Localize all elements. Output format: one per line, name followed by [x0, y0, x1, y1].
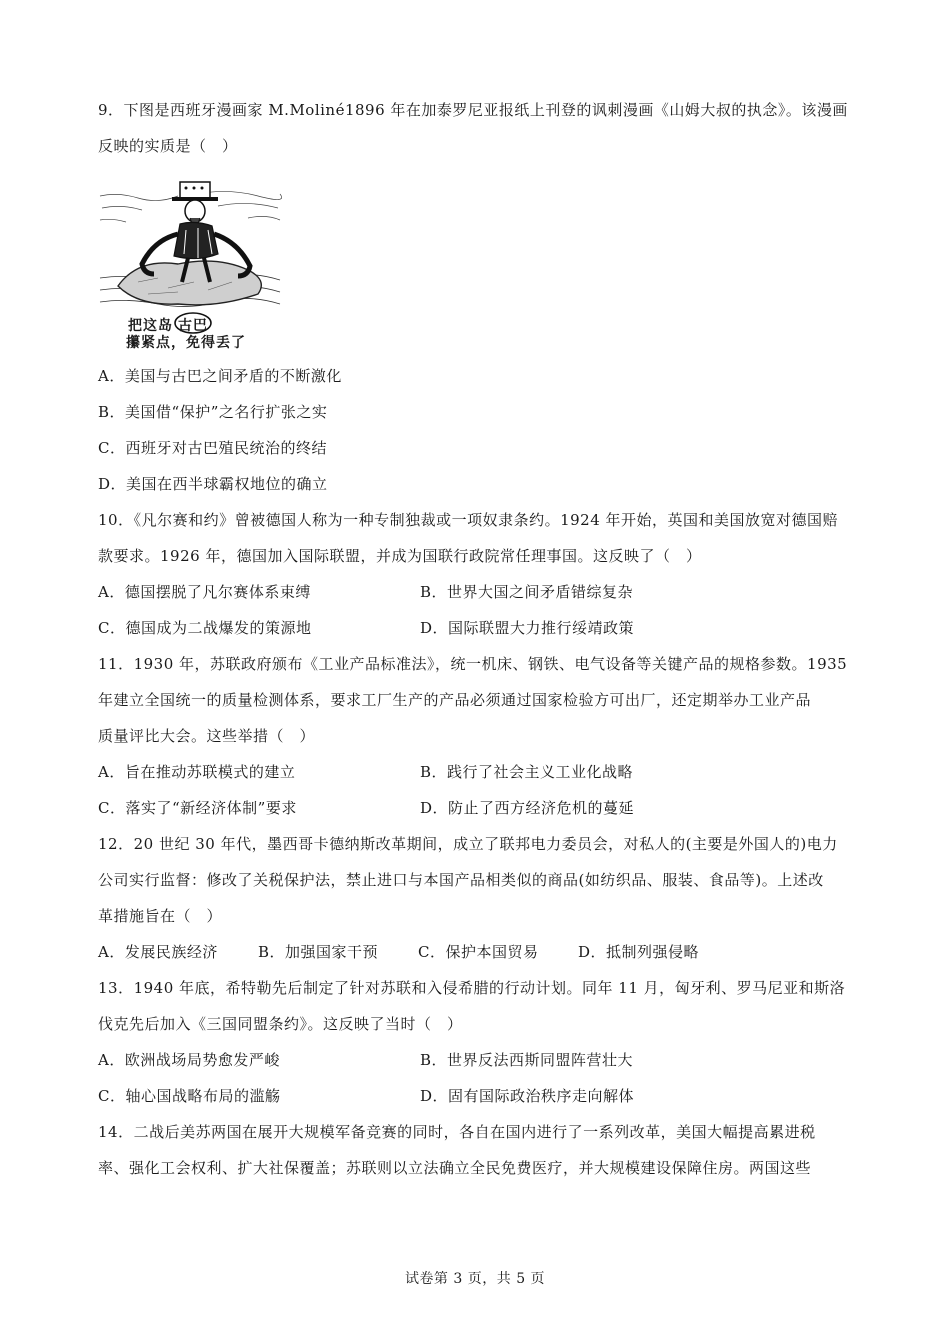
page-footer: 试卷第 3 页，共 5 页	[404, 1271, 546, 1287]
q12-stem-line1: 12．20 世纪 30 年代，墨西哥卡德纳斯改革期间，成立了联邦电力委员会，对私人的(主要是外国人的)电力	[98, 835, 838, 853]
q11-option-d: D．防止了西方经济危机的蔓延	[420, 799, 635, 817]
q10-option-d: D．国际联盟大力推行绥靖政策	[420, 619, 635, 637]
q14-stem-line2: 率、强化工会权利、扩大社保覆盖；苏联则以立法确立全民免费医疗，并大规模建设保障住房。两国这些	[98, 1159, 812, 1177]
q11-option-b: B．践行了社会主义工业化战略	[420, 763, 634, 781]
q9-option-c: C．西班牙对古巴殖民统治的终结	[98, 439, 327, 457]
q9-option-b: B．美国借“保护”之名行扩张之实	[98, 403, 328, 421]
q10-option-a: A．德国摆脱了凡尔赛体系束缚	[98, 583, 311, 601]
cartoon-caption-circled: 古巴	[178, 318, 208, 334]
q10-stem-line1: 10．《凡尔赛和约》曾被德国人称为一种专制独裁或一项奴隶条约。1924 年开始，英国和美国放宽对德国赔	[98, 511, 839, 529]
q9-stem-line2: 反映的实质是（ ）	[98, 137, 238, 155]
q12-option-d: D．抵制列强侵略	[578, 943, 700, 961]
q13-option-b: B．世界反法西斯同盟阵营壮大	[420, 1051, 634, 1069]
q10-stem-line2: 款要求。1926 年，德国加入国际联盟，并成为国联行政院常任理事国。这反映了（ ）	[98, 547, 702, 565]
q13-option-d: D．固有国际政治秩序走向解体	[420, 1087, 635, 1105]
q11-option-c: C．落实了“新经济体制”要求	[98, 799, 297, 817]
q9-option-a: A．美国与古巴之间矛盾的不断激化	[98, 367, 342, 385]
q11-stem-line2: 年建立全国统一的质量检测体系，要求工厂生产的产品必须通过国家检验方可出厂，还定期举办工业产品	[98, 691, 812, 709]
q10-option-b: B．世界大国之间矛盾错综复杂	[420, 583, 634, 601]
cartoon-uncle-sam-cuba	[98, 178, 282, 351]
q11-stem-line1: 11．1930 年，苏联政府颁布《工业产品标准法》，统一机床、钢铁、电气设备等关键产品的规格参数。1935	[98, 655, 848, 673]
cartoon-caption-line2: 攥紧点，免得丢了	[126, 335, 246, 351]
q12-stem-line3: 革措施旨在（ ）	[98, 907, 223, 925]
q13-stem-line2: 伐克先后加入《三国同盟条约》。这反映了当时（ ）	[98, 1015, 463, 1033]
q10-option-c: C．德国成为二战爆发的策源地	[98, 619, 312, 637]
q12-option-b: B．加强国家干预	[258, 943, 379, 961]
q14-stem-line1: 14．二战后美苏两国在展开大规模军备竞赛的同时，各自在国内进行了一系列改革，美国大幅提高累进税	[98, 1123, 816, 1141]
q9-option-d: D．美国在西半球霸权地位的确立	[98, 475, 328, 493]
q12-option-c: C．保护本国贸易	[418, 943, 539, 961]
cartoon-caption-left: 把这岛	[128, 318, 173, 334]
q9-stem-line1: 9．下图是西班牙漫画家 M.Moliné1896 年在加泰罗尼亚报纸上刊登的讽刺漫画《山姆大叔的执念》。该漫画	[98, 101, 848, 119]
q13-option-c: C．轴心国战略布局的滥觞	[98, 1087, 281, 1105]
q12-stem-line2: 公司实行监督：修改了关税保护法，禁止进口与本国产品相类似的商品(如纺织品、服装、食品等)。上述改	[98, 871, 824, 889]
q13-stem-line1: 13．1940 年底，希特勒先后制定了针对苏联和入侵希腊的行动计划。同年 11 月，匈牙利、罗马尼亚和斯洛	[98, 979, 846, 997]
q11-option-a: A．旨在推动苏联模式的建立	[98, 763, 296, 781]
q12-option-a: A．发展民族经济	[98, 943, 218, 961]
q13-option-a: A．欧洲战场局势愈发严峻	[98, 1051, 280, 1069]
q11-stem-line3: 质量评比大会。这些举措（ ）	[98, 727, 316, 745]
